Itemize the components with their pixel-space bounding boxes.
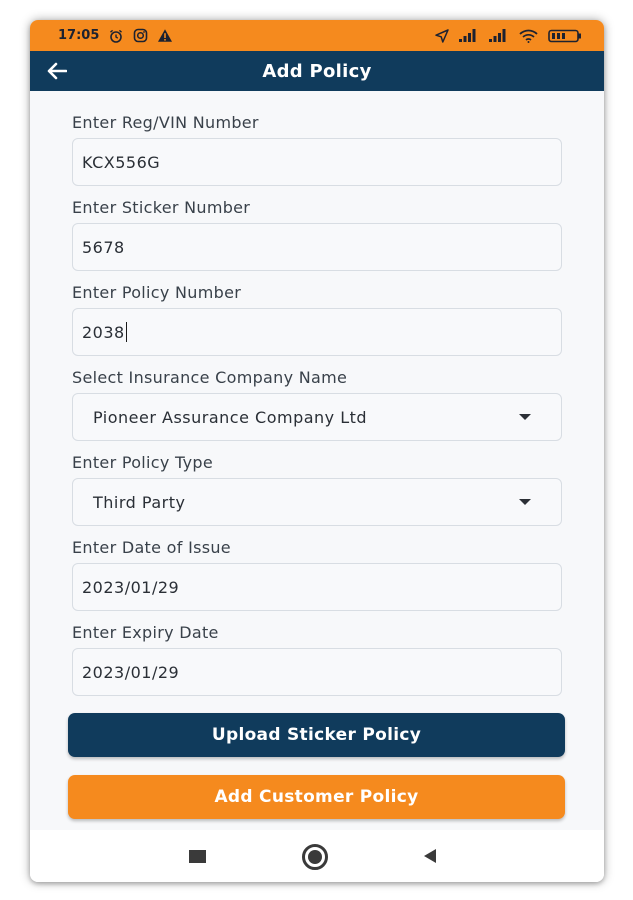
expiry-date-input[interactable]: [72, 648, 562, 696]
warning-icon: [157, 28, 173, 43]
alarm-icon: [108, 28, 124, 44]
nav-back-icon[interactable]: [424, 849, 436, 863]
home-icon-dot: [308, 850, 322, 864]
dropdown-arrow-icon: [519, 499, 531, 505]
insurance-company-select[interactable]: [72, 393, 562, 441]
upload-sticker-policy-button[interactable]: Upload Sticker Policy: [68, 713, 565, 757]
page-title: Add Policy: [262, 60, 372, 82]
expiry-date-value: 2023/01/29: [82, 662, 180, 682]
sticker-number-label: Enter Sticker Number: [72, 198, 251, 217]
expiry-date-label: Enter Expiry Date: [72, 623, 219, 642]
phone-screen: [30, 20, 604, 882]
app-bar: [30, 51, 604, 91]
policy-number-label: Enter Policy Number: [72, 283, 242, 302]
back-arrow-icon[interactable]: [44, 59, 70, 83]
issue-date-value: 2023/01/29: [82, 577, 180, 597]
dropdown-arrow-icon: [519, 414, 531, 420]
issue-date-input[interactable]: [72, 563, 562, 611]
home-icon[interactable]: [302, 844, 328, 870]
signal-icon: [459, 29, 479, 42]
system-nav-bar: [30, 830, 604, 882]
status-time: 17:05: [58, 28, 100, 43]
location-icon: [435, 29, 449, 43]
insurance-company-value: Pioneer Assurance Company Ltd: [93, 407, 368, 427]
policy-number-value: 2038: [82, 322, 125, 342]
reg-number-label: Enter Reg/VIN Number: [72, 113, 259, 132]
battery-icon: [548, 29, 582, 43]
policy-number-input[interactable]: [72, 308, 562, 356]
sticker-number-value: 5678: [82, 237, 125, 257]
insurance-company-label: Select Insurance Company Name: [72, 368, 348, 387]
reg-number-value: KCX556G: [82, 152, 161, 172]
signal-icon: [489, 29, 509, 42]
wifi-icon: [519, 29, 538, 43]
policy-type-label: Enter Policy Type: [72, 453, 213, 472]
reg-number-input[interactable]: [72, 138, 562, 186]
text-cursor: [126, 322, 128, 342]
recent-apps-icon[interactable]: [189, 850, 206, 863]
instagram-icon: [133, 28, 148, 43]
issue-date-label: Enter Date of Issue: [72, 538, 231, 557]
status-bar: [30, 20, 604, 51]
sticker-number-input[interactable]: [72, 223, 562, 271]
policy-type-select[interactable]: [72, 478, 562, 526]
policy-type-value: Third Party: [93, 492, 186, 512]
add-customer-policy-button[interactable]: Add Customer Policy: [68, 775, 565, 819]
